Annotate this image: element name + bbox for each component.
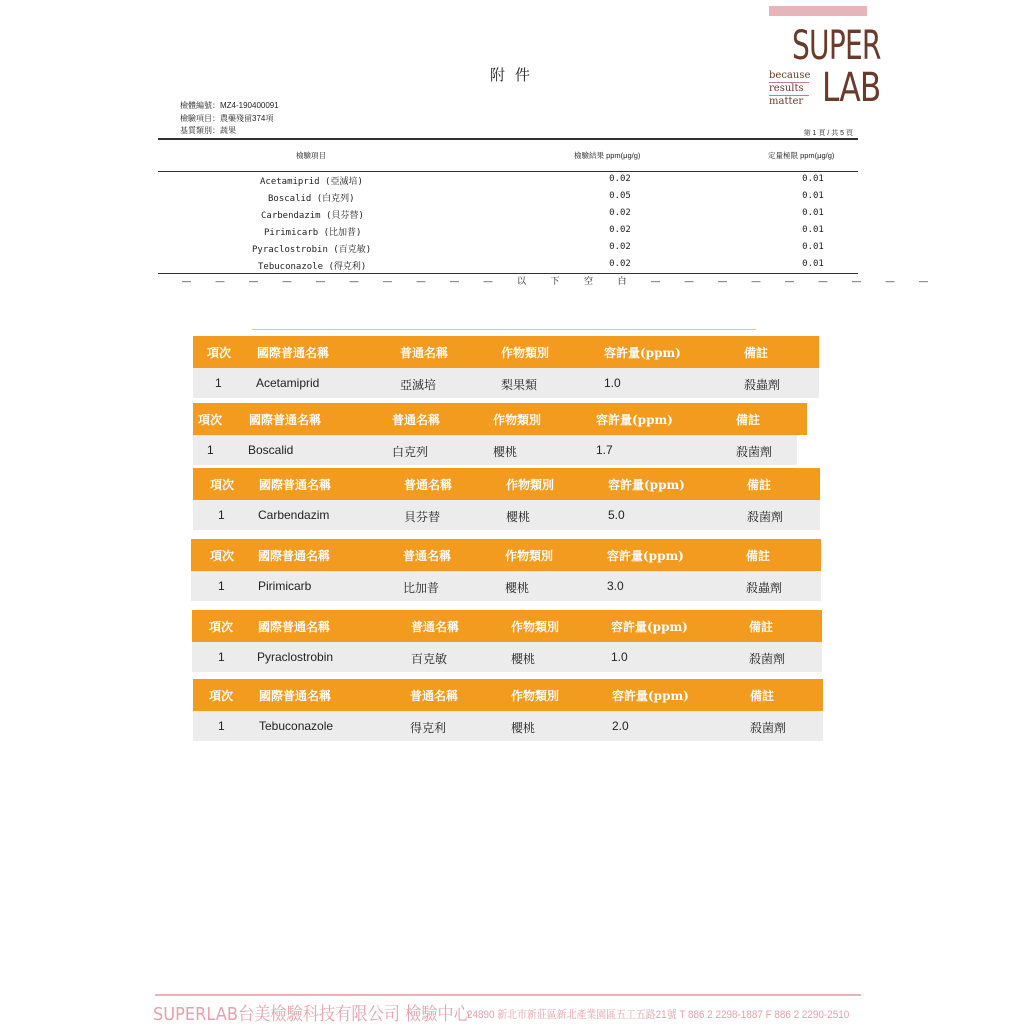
analyte-name: Pirimicarb (比加普) [264, 228, 362, 238]
matrix-type: 基質類別：蔬果 [180, 126, 236, 135]
mrl-note: 殺蟲劑 [744, 378, 781, 392]
mrl-note: 殺菌劑 [736, 445, 773, 459]
mrl-header-intl-name: 國際普通名稱 [257, 346, 330, 360]
mrl-header-common-name: 普通名稱 [400, 346, 449, 360]
analyte-limit: 0.01 [802, 208, 824, 218]
mrl-header-tolerance: 容許量(ppm) [604, 346, 681, 360]
footer-company-name: SUPERLAB台美檢驗科技有限公司 檢驗中心 [153, 1004, 470, 1025]
mrl-tolerance: 5.0 [608, 508, 625, 522]
logo-lab-text: LAB [822, 65, 881, 111]
mrl-header-no: 項次 [207, 346, 232, 360]
mrl-note: 殺菌劑 [750, 721, 787, 735]
mrl-tolerance: 3.0 [607, 579, 624, 593]
logo-super-text: SUPER [792, 23, 881, 69]
mrl-header-tolerance: 容許量(ppm) [607, 549, 684, 563]
mrl-no: 1 [218, 508, 225, 522]
orange-divider [252, 329, 756, 330]
mrl-header-intl-name: 國際普通名稱 [258, 620, 331, 634]
mrl-header-intl-name: 國際普通名稱 [249, 413, 322, 427]
table-row [0, 259, 1024, 273]
footer-address: 24890 新北市新莊區新北產業園區五工五路21號 T 886 2 2298-1887 F 886 2 2290-2510 [467, 1009, 850, 1021]
mrl-common-name: 亞滅培 [400, 378, 437, 392]
test-item: 檢驗項目：農藥殘留374項 [180, 114, 274, 123]
mrl-intl-name: Boscalid [248, 443, 294, 457]
analyte-name: Acetamiprid (亞滅培) [260, 177, 363, 187]
analyte-name: Boscalid (白克列) [268, 194, 355, 204]
logo-bar [769, 6, 867, 16]
mrl-header-tolerance: 容許量(ppm) [612, 689, 689, 703]
mrl-intl-name: Pirimicarb [258, 579, 312, 593]
analyte-limit: 0.01 [802, 242, 824, 252]
mrl-header-intl-name: 國際普通名稱 [258, 549, 331, 563]
table-row [0, 174, 1024, 188]
mrl-no: 1 [218, 650, 225, 664]
header-rule [158, 171, 858, 172]
mrl-header-tolerance: 容許量(ppm) [611, 620, 688, 634]
analyte-result: 0.02 [609, 259, 631, 269]
mrl-note: 殺蟲劑 [746, 581, 783, 595]
mrl-header-no: 項次 [209, 689, 234, 703]
mrl-header-no: 項次 [210, 478, 235, 492]
end-of-results-marker: — — — — — — — — — — 以 下 空 白 — — — — — — — — — [182, 276, 929, 286]
mrl-header-note: 備註 [747, 478, 772, 492]
mrl-header-no: 項次 [198, 413, 223, 427]
logo-tagline-2: results [769, 83, 804, 94]
footer-divider [155, 994, 861, 996]
mrl-intl-name: Acetamiprid [256, 376, 320, 390]
mrl-header-intl-name: 國際普通名稱 [259, 478, 332, 492]
mrl-header-crop: 作物類別 [501, 346, 550, 360]
mrl-crop: 櫻桃 [511, 721, 536, 735]
mrl-header-note: 備註 [749, 620, 774, 634]
analyte-name: Carbendazim (貝芬替) [261, 211, 364, 221]
mrl-header-note: 備註 [736, 413, 761, 427]
mrl-crop: 櫻桃 [506, 510, 531, 524]
mrl-header-note: 備註 [744, 346, 769, 360]
analyte-result: 0.02 [609, 242, 631, 252]
analyte-result: 0.05 [609, 191, 631, 201]
analyte-limit: 0.01 [802, 259, 824, 269]
mrl-header-common-name: 普通名稱 [403, 549, 452, 563]
mrl-header-crop: 作物類別 [511, 689, 560, 703]
mrl-no: 1 [218, 719, 225, 733]
mrl-note: 殺菌劑 [749, 652, 786, 666]
page-indicator: 第 1 頁 / 共 5 頁 [803, 130, 853, 137]
mrl-header-crop: 作物類別 [511, 620, 560, 634]
analyte-limit: 0.01 [802, 225, 824, 235]
mrl-header-crop: 作物類別 [506, 478, 555, 492]
header-result: 檢驗結果 ppm(μg/g) [574, 151, 641, 160]
analyte-result: 0.02 [609, 208, 631, 218]
mrl-header-common-name: 普通名稱 [410, 689, 459, 703]
mrl-crop: 梨果類 [501, 378, 538, 392]
mrl-intl-name: Tebuconazole [259, 719, 334, 733]
logo-tagline-3: matter [769, 96, 804, 107]
mrl-tolerance: 1.0 [611, 650, 628, 664]
mrl-intl-name: Pyraclostrobin [257, 650, 334, 664]
mrl-no: 1 [215, 376, 222, 390]
mrl-header-no: 項次 [209, 620, 234, 634]
mrl-header-crop: 作物類別 [505, 549, 554, 563]
mrl-no: 1 [207, 443, 214, 457]
mrl-common-name: 白克列 [392, 445, 429, 459]
mrl-tolerance: 1.0 [604, 376, 621, 390]
mrl-header-intl-name: 國際普通名稱 [259, 689, 332, 703]
mrl-header-common-name: 普通名稱 [392, 413, 441, 427]
analyte-result: 0.02 [609, 225, 631, 235]
mrl-header-common-name: 普通名稱 [404, 478, 453, 492]
table-top-rule [158, 138, 858, 140]
mrl-header-tolerance: 容許量(ppm) [608, 478, 685, 492]
mrl-common-name: 比加普 [403, 581, 440, 595]
mrl-crop: 櫻桃 [511, 652, 536, 666]
mrl-common-name: 得克利 [410, 721, 447, 735]
mrl-header-note: 備註 [746, 549, 771, 563]
logo-tagline-1: because [769, 70, 811, 81]
table-row [0, 208, 1024, 222]
mrl-common-name: 百克敏 [411, 652, 448, 666]
header-limit: 定量極限 ppm(μg/g) [768, 151, 835, 160]
mrl-no: 1 [218, 579, 225, 593]
mrl-header-crop: 作物類別 [493, 413, 542, 427]
analyte-limit: 0.01 [802, 174, 824, 184]
mrl-crop: 櫻桃 [505, 581, 530, 595]
mrl-tolerance: 1.7 [596, 443, 613, 457]
mrl-header-common-name: 普通名稱 [411, 620, 460, 634]
analyte-limit: 0.01 [802, 191, 824, 201]
table-row [0, 242, 1024, 256]
mrl-header-tolerance: 容許量(ppm) [596, 413, 673, 427]
table-row [0, 225, 1024, 239]
mrl-crop: 櫻桃 [493, 445, 518, 459]
sample-number: 檢體編號：MZ4-190400091 [180, 101, 279, 110]
page-title: 附件 [489, 67, 540, 84]
mrl-tolerance: 2.0 [612, 719, 629, 733]
mrl-header-note: 備註 [750, 689, 775, 703]
mrl-common-name: 貝芬替 [404, 510, 441, 524]
analyte-name: Tebuconazole (得克利) [258, 262, 367, 272]
mrl-header-no: 項次 [210, 549, 235, 563]
table-row [0, 191, 1024, 205]
mrl-intl-name: Carbendazim [258, 508, 330, 522]
header-test-item: 檢驗項目 [296, 151, 326, 160]
mrl-note: 殺菌劑 [747, 510, 784, 524]
analyte-result: 0.02 [609, 174, 631, 184]
analyte-name: Pyraclostrobin (百克敏) [252, 245, 372, 255]
